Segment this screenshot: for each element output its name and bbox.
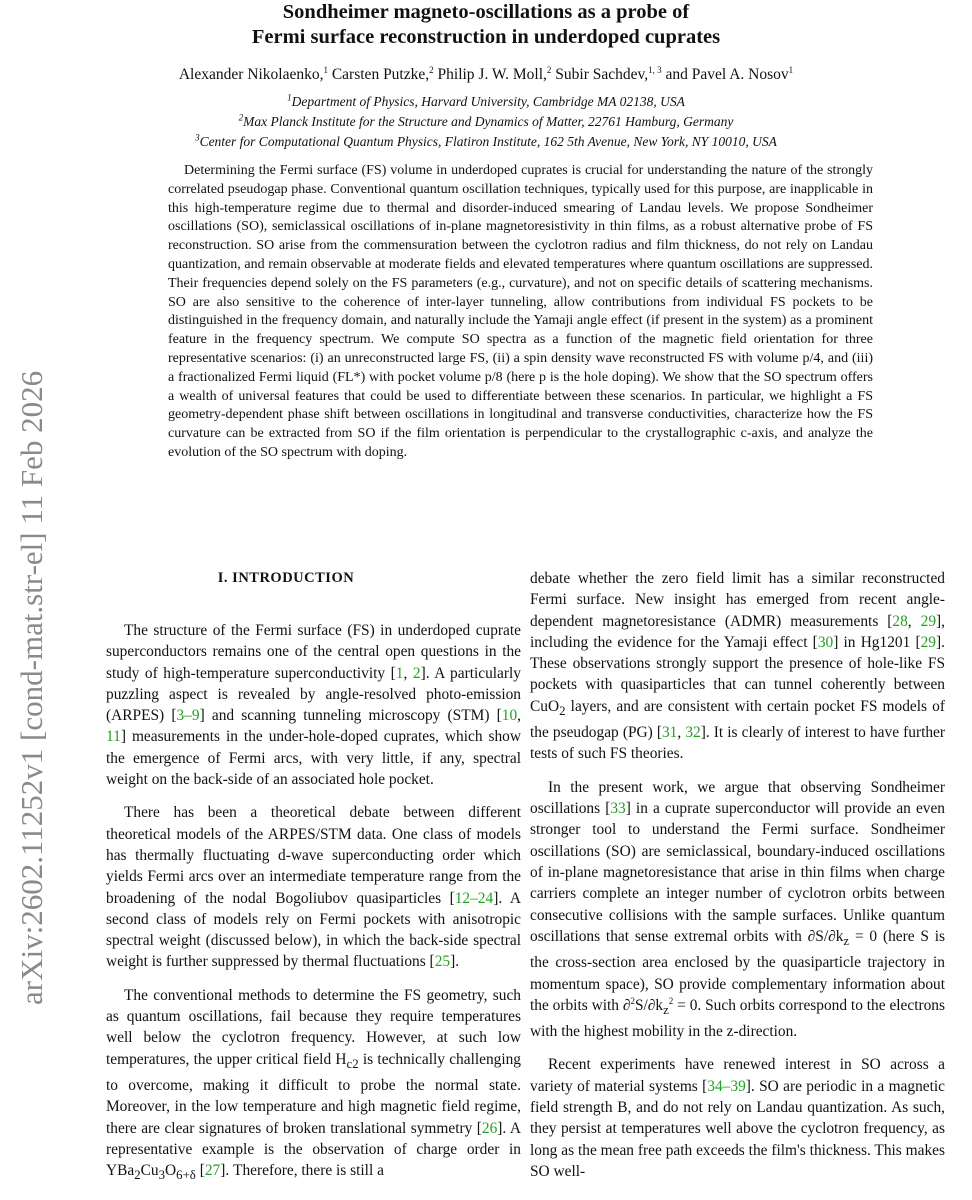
citation-link[interactable]: 11 (106, 728, 121, 746)
paragraph: There has been a theoretical debate between different theoretical models of the ARPES/STM data. One class of models has thermally fluctuating d-wave superconducting order which yields Fermi arcs over an intermediate temperature range from the broadening of the nodal Bogoliubov quasiparticles [12–24]. A second class of models rely on Fermi pockets with anisotropic spectral weight (discussed below), in which the back-side spectral weight is further suppressed by thermal fluctuations [25]. (106, 804, 521, 971)
author: Carsten Putzke,$^2$ (331, 64, 434, 83)
citation-link[interactable]: 12–24 (454, 889, 494, 907)
author: Philip J. W. Moll,$^2$ (437, 64, 552, 83)
title-line-1: Sondheimer magneto-oscillations as a probe of (282, 1, 690, 23)
author: and Pavel A. Nosov$^1$ (665, 64, 794, 83)
arxiv-stamp (14, 370, 49, 1035)
citation-link[interactable]: 34–39 (707, 1077, 746, 1095)
citation-link[interactable]: 25 (434, 953, 451, 971)
paragraph: The conventional methods to determine the FS geometry, such as quantum oscillations, fail because they require temperatures well below the cyclotron frequency. However, at such low temperatures, the upper critical field $H_{c2}$ is technically challenging to overcome, making it difficult to probe the normal state. Moreover, in the low temperature and high magnetic field regime, there are clear signatures of broken translational symmetry [26]. A representative example is the observation of charge order in $YBa_2Cu_3O_{6+\delta}$ [27]. Therefore, there is still a (106, 986, 522, 1183)
author: Subir Sachdev,$^{1, 3}$ (555, 64, 662, 83)
paragraph: In the present work, we argue that observing Sondheimer oscillations [33] in a cuprate superconductor will provide an even stronger tool to understand the Fermi surface. Sondheimer oscillations (SO) are semiclassical, boundary-induced oscillations of in-plane magnetoresistance that arise in thin films when charge carriers complete an integer number of cyclotron orbits between consecutive collisions with the sample surfaces. Unlike quantum oscillations that sense extremal orbits with $\partial S/\partial k_z = 0$ (here S is the cross-section area enclosed by the quasiparticle trajectory in momentum space), SO provide complementary information about the orbits with $\partial^2S/\partial k_z^2 = 0$. Such orbits correspond to the electrons with the highest mobility in the z-direction. (530, 778, 946, 1041)
citation-link[interactable]: 29 (920, 612, 937, 630)
citation-link[interactable]: 2 (412, 664, 421, 682)
citation-link[interactable]: 33 (610, 800, 626, 818)
paragraph: The structure of the Fermi surface (FS) in underdoped cuprate superconductors remains one of the central open questions in the study of high-temperature superconductivity [1, 2]. A particularly puzzling aspect is revealed by angle-resolved photo-emission (ARPES) [3–9] and scanning tunneling microscopy (STM) [10, 11] measurements in the under-hole-doped cuprates, which show the emergence of Fermi arcs, with very little, if any, spectral weight on the back-side of an associated hole pocket. (106, 622, 522, 789)
citation-link[interactable]: 29 (920, 633, 936, 651)
citation-link[interactable]: 27 (204, 1162, 221, 1180)
author: Alexander Nikolaenko,$^1$ (178, 64, 328, 83)
citation-link[interactable]: 32 (685, 724, 701, 742)
affiliation: $^3$Center for Computational Quantum Physics, Flatiron Institute, 162 5th Avenue, New York, NY 10010, USA (195, 132, 777, 149)
citation-link[interactable]: 26 (481, 1119, 498, 1137)
affiliations (0, 92, 972, 152)
citation-link[interactable]: 10 (501, 707, 518, 725)
abstract: Determining the Fermi surface (FS) volume in underdoped cuprates is crucial for understanding the nature of the strongly correlated pseudogap phase. Conventional quantum oscillation techniques, typically used for this purpose, are inapplicable in this high-temperature regime due to thermal and disorder-induced smearing of Landau levels. We propose Sondheimer oscillations (SO), semiclassical oscillations of in-plane magnetoresistivity in thin films, as a robust alternative probe of FS reconstruction. SO arise from the commensuration between the cyclotron radius and film thickness, do not rely on Landau quantization, and remain observable at moderate fields and elevated temperatures where quantum oscillations are suppressed. Their frequencies depend solely on the FS parameters (e.g., curvature), and not on specific details of scattering mechanisms. SO are also sensitive to the coherence of inter-layer tunneling, allow contributions from individual FS pockets to be distinguished in the frequency domain, and naturally include the Yamaji angle effect (if present in the system) as a prominent feature in the frequency spectrum. We compute SO spectra as a function of the magnetic field orientation for three representative scenarios: (i) an unreconstructed large FS, (ii) a spin density wave reconstructed FS with volume p/4, and (iii) a fractionalized Fermi liquid (FL*) with pocket volume p/8 (here p is the hole doping). We show that the SO spectrum offers a wealth of universal features that could be used to differentiate between these scenarios. In particular, we highlight a FS geometry-dependent phase shift between oscillations in longitudinal and transverse conductivities, characterize how the FS curvature can be extracted from SO if the film orientation is perpendicular to the crystallographic c-axis, and analyze the evolution of the SO spectrum with doping. (168, 163, 873, 460)
citation-link[interactable]: 3–9 (176, 707, 200, 725)
right-column (530, 568, 945, 1194)
title-line-2: Fermi surface reconstruction in underdoped cuprates (251, 26, 721, 48)
section-heading: I. INTRODUCTION (217, 570, 355, 586)
citation-link[interactable]: 30 (817, 633, 834, 651)
citation-link[interactable]: 28 (892, 612, 908, 630)
paragraph: debate whether the zero field limit has a similar reconstructed Fermi surface. New insight has emerged from recent angle-dependent magnetoresistance (ADMR) measurements [28, 29], including the evidence for the Yamaji effect [30] in Hg1201 [29]. These observations strongly support the presence of hole-like FS pockets with quasiparticles that can tunnel coherently between CuO$_2$ layers, and are consistent with certain pocket FS models of the pseudogap (PG) [31, 32]. It is clearly of interest to have further tests of such FS theories. (530, 570, 945, 763)
paragraph: Recent experiments have renewed interest in SO across a variety of material systems [34–39]. SO are periodic in a magnetic field strength B, and do not rely on Landau quantization. As such, they persist at temperatures well above the cyclotron frequency, as long as the mean free path exceeds the film's thickness. This makes SO well- (530, 1056, 945, 1180)
affiliation: $^2$Max Planck Institute for the Structure and Dynamics of Matter, 22761 Hamburg, Germany (238, 112, 734, 129)
left-column (106, 620, 521, 1199)
citation-link[interactable]: 31 (661, 724, 678, 742)
author-list (0, 66, 972, 84)
paper-title (0, 0, 972, 50)
citation-link[interactable]: 1 (395, 664, 404, 682)
affiliation: $^1$Department of Physics, Harvard University, Cambridge MA 02138, USA (287, 92, 685, 109)
arxiv-id: arXiv:2602.11252v1 [cond-mat.str-el] 11 Feb 2026 (14, 370, 49, 1005)
